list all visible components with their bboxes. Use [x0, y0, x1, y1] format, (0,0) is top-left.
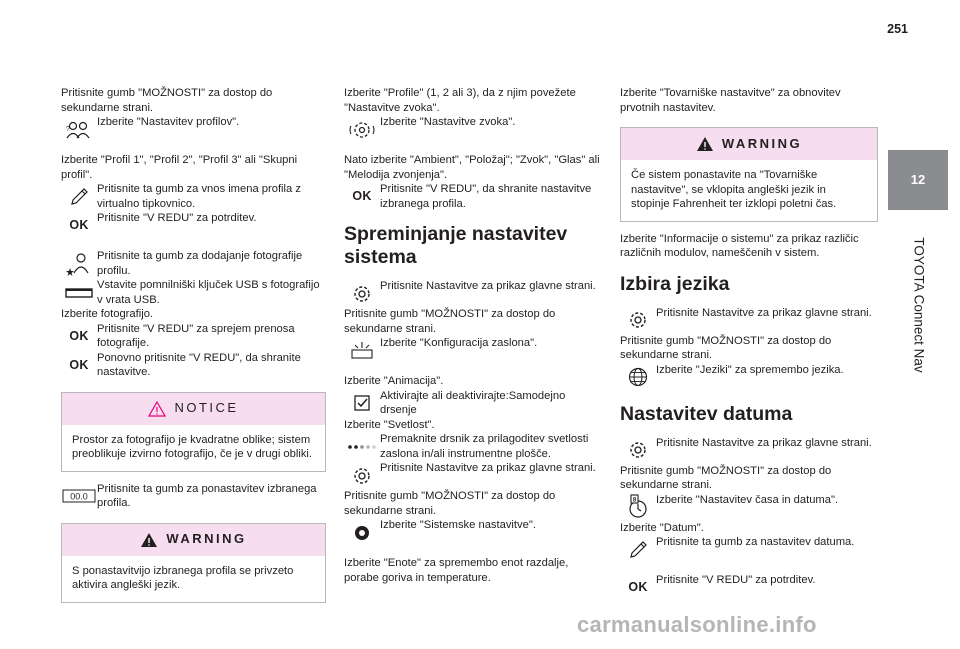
instruction-row — [61, 211, 326, 239]
column-3 — [620, 86, 878, 601]
instruction-text: Izberite "Jeziki" za spremembo jezika. — [656, 363, 844, 376]
instruction-row — [61, 182, 326, 211]
instruction-text: Pritisnite ta gumb za ponastavitev izbranega profila. — [97, 482, 317, 509]
instruction-text: Pritisnite "V REDU" za potrditev. — [656, 574, 816, 586]
section-heading: Spreminjanje nastavitev sistema — [344, 223, 568, 268]
ok-icon: OK — [69, 328, 89, 343]
warning-icon — [696, 136, 714, 152]
ok-icon: OK — [628, 580, 648, 595]
paragraph: Pritisnite gumb "MOŽNOSTI" za dostop do sekundarne strani. — [620, 464, 832, 491]
instruction-text: Pritisnite Nastavitve za prikaz glavne strani. — [656, 436, 872, 449]
instruction-text: Izberite "Nastavitev časa in datuma". — [656, 493, 839, 506]
notice-title: NOTICE — [174, 400, 239, 416]
instruction-text: Izberite "Konfiguracija zaslona". — [380, 337, 538, 349]
paragraph: Pritisnite gumb "MOŽNOSTI" za dostop do sekundarne strani. — [344, 308, 556, 335]
settings-icon — [344, 461, 380, 489]
reset-profile-icon — [61, 482, 97, 510]
warning-header — [62, 524, 325, 556]
instruction-row — [344, 432, 604, 461]
instruction-row — [61, 249, 326, 278]
instruction-text: Pritisnite ta gumb za vnos imena profila z virtualno tipkovnico. — [97, 183, 301, 210]
instruction-row — [620, 436, 878, 464]
ok-icon: OK — [69, 218, 89, 233]
instruction-text: Pritisnite Nastavitve za prikaz glavne strani. — [380, 280, 596, 292]
paragraph: Izberite "Profile" (1, 2 ali 3), da z njim povežete "Nastavitve zvoka". — [344, 87, 576, 114]
instruction-row — [620, 306, 878, 334]
instruction-text: Pritisnite "V REDU" za potrditev. — [97, 212, 257, 224]
page-number: 251 — [887, 22, 908, 36]
instruction-text: Premaknite drsnik za prilagoditev svetlosti zaslona in/ali instrumentne plošče. — [380, 433, 589, 460]
settings-icon — [620, 436, 656, 464]
warning-icon — [140, 532, 158, 548]
paragraph: Pritisnite gumb "MOŽNOSTI" za dostop do sekundarne strani. — [61, 87, 273, 114]
paragraph: Izberite "Informacije o sistemu" za prikaz različic različnih modulov, nameščenih v sistem. — [620, 232, 859, 259]
column-1 — [61, 86, 326, 613]
instruction-row — [61, 278, 326, 307]
instruction-row — [61, 322, 326, 351]
warning-title: WARNING — [721, 135, 803, 151]
paragraph: Izberite "Datum". — [620, 521, 704, 534]
instruction-text: Izberite "Nastavitev profilov". — [97, 116, 240, 128]
notice-text: Prostor za fotografijo je kvadratne oblike; sistem preoblikuje izvirno fotografijo, če je v drugi obliki. — [72, 433, 313, 460]
column-2 — [344, 86, 604, 585]
warning-box — [620, 127, 878, 222]
instruction-row — [61, 115, 326, 143]
instruction-row — [344, 182, 604, 211]
settings-icon — [620, 306, 656, 334]
paragraph: Izberite "Enote" za spremembo enot razdalje, porabe goriva in temperature. — [344, 557, 569, 584]
chapter-title-text: TOYOTA Connect Nav — [911, 237, 927, 373]
instruction-row — [344, 461, 604, 489]
instruction-text: Pritisnite ta gumb za dodajanje fotografije profilu. — [97, 250, 303, 277]
paragraph: Izberite "Svetlost". — [344, 418, 435, 431]
brightness-slider-icon — [344, 432, 380, 460]
instruction-text: Aktivirajte ali deaktivirajte:Samodejno drsenje — [380, 389, 566, 416]
instruction-row — [344, 279, 604, 307]
usb-icon — [61, 278, 97, 306]
instruction-text: Pritisnite Nastavitve za prikaz glavne strani. — [380, 462, 596, 474]
notice-header — [62, 393, 325, 425]
svg-text:?: ? — [66, 125, 70, 133]
reset-label: 00.0 — [70, 491, 88, 502]
instruction-row — [620, 363, 878, 391]
warning-text: Če sistem ponastavite na "Tovarniške nastavitve", se vklopita angleški jezik in stopinje Fahrenheit ter izklopi poletni čas. — [631, 169, 837, 210]
instruction-text: Ponovno pritisnite "V REDU", da shranite nastavitve. — [97, 351, 301, 378]
instruction-text: Pritisnite "V REDU" za sprejem prenosa fotografije. — [97, 322, 295, 349]
instruction-row — [620, 573, 878, 601]
instruction-text: Izberite "Sistemske nastavitve". — [380, 519, 536, 531]
footer-watermark: carmanualsonline.info — [577, 612, 817, 637]
instruction-row — [61, 482, 326, 511]
instruction-text: Vstavite pomnilniški ključek USB s fotografijo v vrata USB. — [97, 279, 320, 306]
instruction-row — [344, 389, 604, 418]
instruction-text: Pritisnite ta gumb za nastavitev datuma. — [656, 536, 855, 548]
ok-icon: OK — [69, 357, 89, 372]
notice-box — [61, 392, 326, 472]
instruction-row — [344, 336, 604, 364]
paragraph: Pritisnite gumb "MOŽNOSTI" za dostop do sekundarne strani. — [620, 334, 832, 361]
ok-icon: OK — [352, 189, 372, 204]
display-config-icon — [344, 336, 380, 364]
instruction-row — [620, 535, 878, 563]
warning-header — [621, 128, 877, 160]
checkbox-icon — [344, 389, 380, 417]
clock-calendar-icon — [620, 493, 656, 521]
paragraph: Izberite fotografijo. — [61, 308, 154, 320]
add-photo-icon — [61, 249, 97, 277]
chapter-title — [870, 220, 960, 390]
instruction-text: Pritisnite Nastavitve za prikaz glavne strani. — [656, 306, 872, 319]
settings-icon — [344, 279, 380, 307]
warning-box — [61, 523, 326, 603]
section-heading: Izbira jezika — [620, 272, 730, 295]
pencil-icon — [620, 535, 656, 563]
paragraph: Izberite "Profil 1", "Profil 2", "Profil 3" ali "Skupni profil". — [61, 154, 298, 181]
language-icon — [620, 363, 656, 391]
paragraph: Pritisnite gumb "MOŽNOSTI" za dostop do sekundarne strani. — [344, 490, 556, 517]
instruction-row — [61, 351, 326, 380]
instruction-row — [344, 115, 604, 143]
system-settings-icon — [344, 518, 380, 546]
pencil-icon — [61, 182, 97, 210]
instruction-row — [344, 518, 604, 546]
paragraph: Izberite "Tovarniške nastavitve" za obnovitev prvotnih nastavitev. — [620, 87, 841, 114]
paragraph: Nato izberite "Ambient", "Položaj"; "Zvok", "Glas" ali "Melodija zvonjenja". — [344, 154, 600, 181]
instruction-row — [620, 493, 878, 521]
profiles-icon — [61, 115, 97, 143]
sound-settings-icon — [344, 115, 380, 143]
instruction-text: Izberite "Nastavitve zvoka". — [380, 116, 516, 128]
svg-text:8: 8 — [632, 497, 637, 504]
warning-text: S ponastavitvijo izbranega profila se privzeto aktivira angleški jezik. — [72, 564, 294, 591]
paragraph: Izberite "Animacija". — [344, 375, 444, 387]
notice-icon — [148, 401, 166, 417]
warning-title: WARNING — [166, 531, 247, 547]
chapter-tab: 12 — [888, 150, 948, 210]
section-heading: Nastavitev datuma — [620, 402, 793, 425]
instruction-text: Pritisnite "V REDU", da shranite nastavitve izbranega profila. — [380, 183, 592, 210]
